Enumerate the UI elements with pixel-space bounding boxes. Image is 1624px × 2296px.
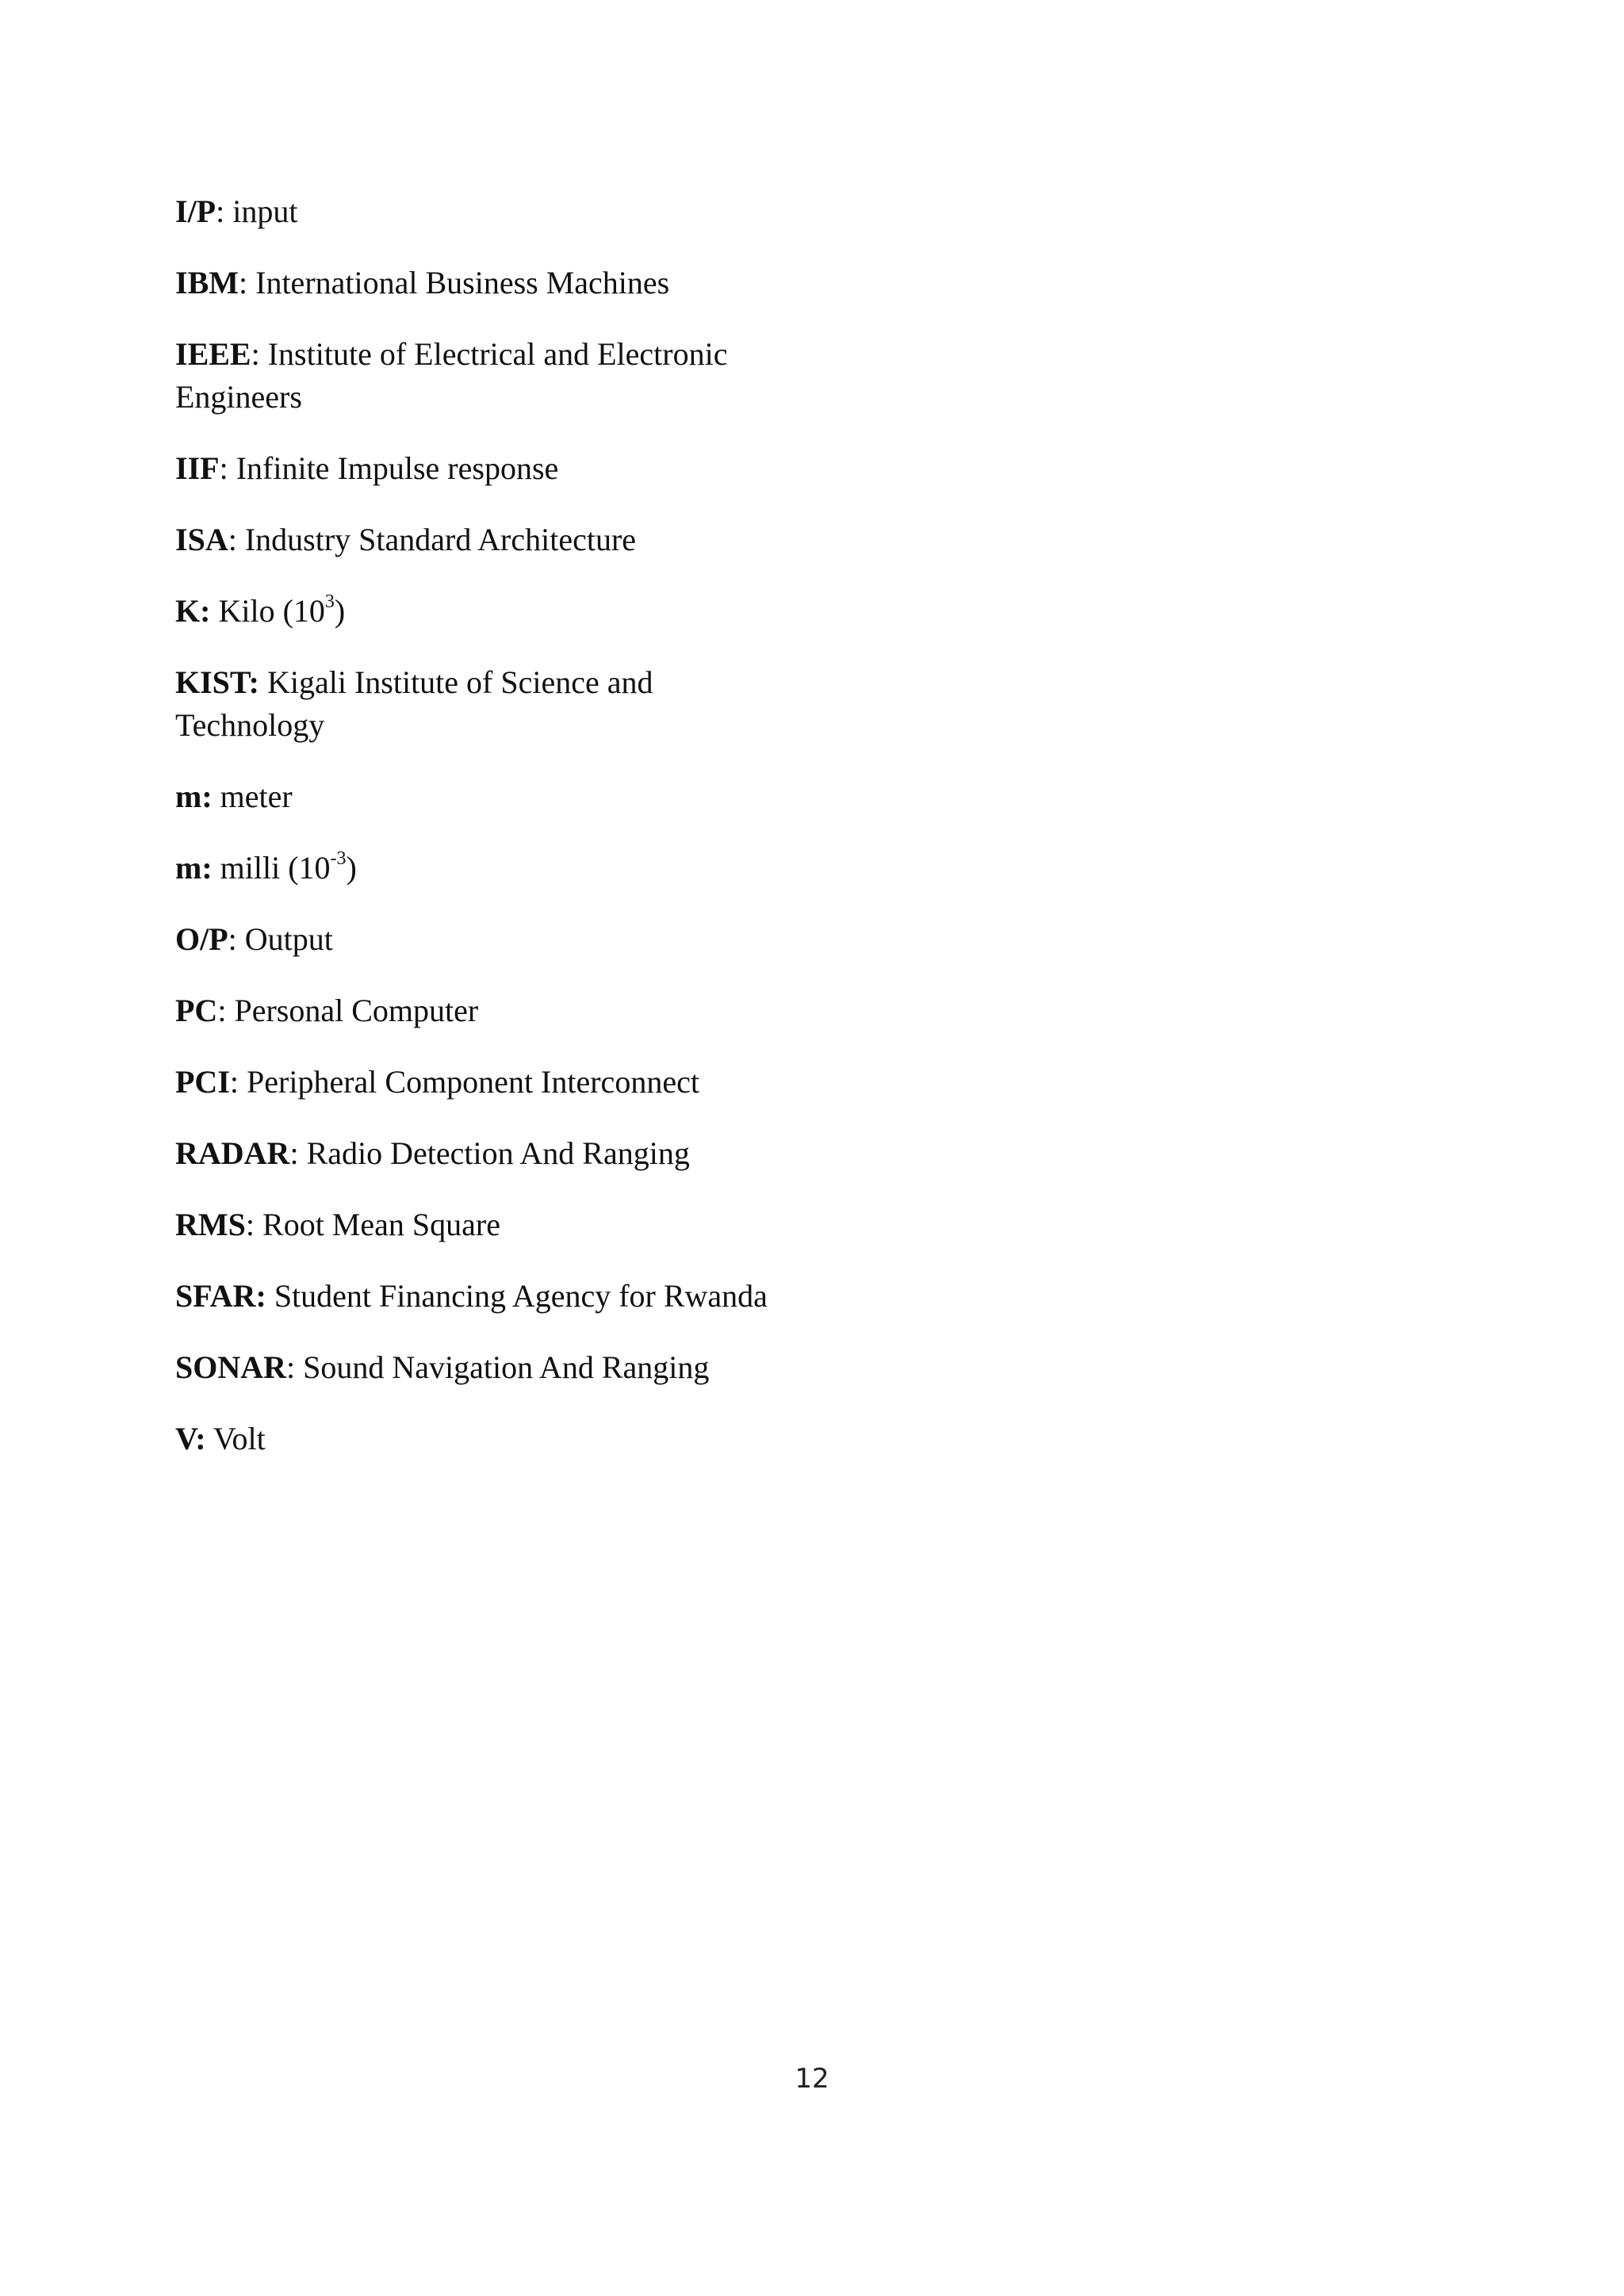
- abbreviation-definition: Kigali Institute of Science and Technology: [175, 664, 653, 743]
- separator: :: [217, 993, 227, 1028]
- list-item: [175, 1203, 778, 1246]
- abbreviation-term: PCI: [175, 1064, 230, 1100]
- list-item: [175, 262, 778, 304]
- separator: :: [228, 921, 237, 957]
- list-item: [175, 1275, 778, 1318]
- abbreviation-definition: Personal Computer: [226, 993, 479, 1028]
- closing-paren: ): [346, 850, 357, 886]
- abbreviation-term: RADAR: [175, 1135, 290, 1171]
- abbreviation-definition: Industry Standard Architecture: [236, 522, 637, 557]
- abbreviation-definition: International Business Machines: [247, 265, 670, 300]
- list-item: [175, 847, 778, 890]
- list-item: [175, 1061, 778, 1104]
- separator: :: [286, 1349, 296, 1385]
- separator: :: [251, 336, 260, 372]
- abbreviation-definition: Institute of Electrical and Electronic Engineers: [175, 336, 728, 415]
- separator: :: [216, 193, 225, 229]
- abbreviation-term: K: [175, 593, 201, 629]
- abbreviation-term: I/P: [175, 193, 216, 229]
- closing-paren: ): [334, 593, 346, 629]
- abbreviation-term: IBM: [175, 265, 239, 300]
- list-item: [175, 447, 778, 490]
- exponent: -3: [330, 848, 347, 869]
- separator: :: [201, 850, 213, 886]
- abbreviation-term: V: [175, 1421, 196, 1456]
- abbreviation-definition: Root Mean Square: [255, 1207, 500, 1242]
- abbreviation-term: m: [175, 850, 202, 886]
- list-item: [175, 333, 778, 419]
- abbreviation-term: O/P: [175, 921, 228, 957]
- page-number: 12: [795, 2063, 829, 2095]
- abbreviation-list: [175, 190, 778, 1489]
- abbreviation-term: PC: [175, 993, 218, 1028]
- abbreviation-definition: Student Financing Agency for Rwanda: [266, 1278, 768, 1314]
- separator: :: [201, 779, 213, 814]
- separator: :: [229, 1064, 239, 1100]
- abbreviation-definition: Kilo (10: [210, 593, 325, 629]
- exponent: 3: [324, 591, 335, 612]
- separator: :: [239, 265, 248, 300]
- list-item: [175, 1346, 778, 1389]
- abbreviation-term: RMS: [175, 1207, 246, 1242]
- separator: :: [245, 1207, 255, 1242]
- abbreviation-definition: Infinite Impulse response: [228, 450, 559, 486]
- separator: :: [228, 522, 237, 557]
- separator: :: [289, 1135, 299, 1171]
- list-item: [175, 918, 778, 961]
- abbreviation-definition: Output: [236, 921, 333, 957]
- list-item: [175, 775, 778, 818]
- list-item: [175, 661, 778, 747]
- separator: :: [195, 1421, 206, 1456]
- abbreviation-term: KIST: [175, 664, 249, 700]
- abbreviation-term: IIF: [175, 450, 220, 486]
- abbreviation-definition: meter: [212, 779, 293, 814]
- list-item: [175, 1418, 778, 1460]
- abbreviation-term: m: [175, 779, 202, 814]
- abbreviation-definition: Peripheral Component Interconnect: [239, 1064, 699, 1100]
- abbreviation-definition: Radio Detection And Ranging: [298, 1135, 690, 1171]
- abbreviation-term: SONAR: [175, 1349, 287, 1385]
- list-item: [175, 190, 778, 233]
- list-item: [175, 519, 778, 561]
- separator: :: [255, 1278, 266, 1314]
- separator: :: [200, 593, 211, 629]
- separator: :: [248, 664, 259, 700]
- abbreviation-term: SFAR: [175, 1278, 256, 1314]
- abbreviation-definition: milli (10: [212, 850, 331, 886]
- list-item: [175, 590, 778, 633]
- abbreviation-definition: input: [224, 193, 298, 229]
- list-item: [175, 1132, 778, 1175]
- abbreviation-term: ISA: [175, 522, 228, 557]
- abbreviation-term: IEEE: [175, 336, 251, 372]
- abbreviation-definition: Volt: [205, 1421, 266, 1456]
- abbreviation-definition: Sound Navigation And Ranging: [295, 1349, 710, 1385]
- list-item: [175, 989, 778, 1032]
- separator: :: [219, 450, 228, 486]
